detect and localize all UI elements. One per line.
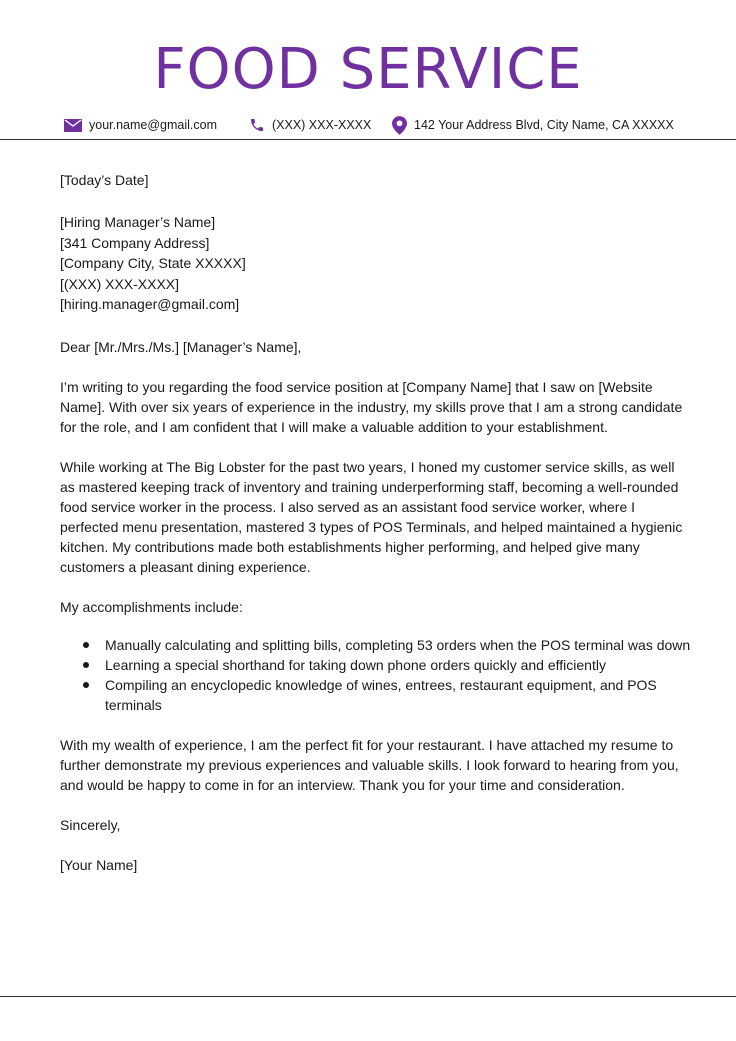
list-item-text: Learning a special shorthand for taking down phone orders quickly and efficiently (105, 656, 606, 673)
contact-address (392, 114, 674, 136)
contact-info-row (0, 114, 736, 136)
paragraph-experience: While working at The Big Lobster for the past two years, I honed my customer service skills, as well as mastered keeping track of inventory and training underperforming staff, becoming a well-rounded food service worker in the process. I also served as an assistant food service worker, where I perfected menu presentation, mastered 3 types of POS Terminals, and helped maintained a hygienic kitchen. My contributions made both establishments higher performing, and helped give many customers a pleasant dining experience. (60, 458, 683, 575)
list-item (105, 655, 692, 675)
page-title: FOOD SERVICE (153, 37, 583, 102)
envelope-icon (64, 119, 82, 132)
accomplishments-list (60, 635, 692, 715)
contact-phone (249, 114, 371, 136)
letter-body (60, 170, 692, 875)
bullet-icon (83, 662, 89, 668)
recipient-address (60, 212, 692, 315)
header-divider (0, 139, 736, 140)
contact-phone-text: (XXX) XXX-XXXX (272, 118, 372, 132)
paragraph-intro: I’m writing to you regarding the food service position at [Company Name] that I saw on [Website Name]. With over six years of experience in the industry, my skills prove that I am a strong candidate for the role, and I am confident that I will make a valuable addition to your establishment. (60, 378, 683, 435)
list-item (105, 675, 692, 715)
recipient-phone: [(XXX) XXX-XXXX] (60, 275, 180, 292)
signature: [Your Name] (60, 856, 138, 873)
letter-date: [Today’s Date] (60, 172, 149, 188)
footer-divider (0, 996, 736, 997)
recipient-street: [341 Company Address] (60, 234, 210, 251)
location-pin-icon (392, 116, 407, 135)
recipient-name: [Hiring Manager’s Name] (60, 214, 216, 230)
contact-email (64, 114, 217, 136)
recipient-email: [hiring.manager@gmail.com] (60, 296, 240, 312)
salutation: Dear [Mr./Mrs./Ms.] [Manager’s Name], (60, 338, 302, 355)
paragraph-closing: With my wealth of experience, I am the perfect fit for your restaurant. I have attached my resume to further demonstrate my previous experiences and valuable skills. I look forward to hearing from you, and would be happy to come in for an interview. Thank you for your time and consideration. (60, 736, 679, 793)
list-item-text: Compiling an encyclopedic knowledge of wines, entrees, restaurant equipment, and POS terminals (105, 676, 657, 713)
list-item-text: Manually calculating and splitting bills, completing 53 orders when the POS terminal was down (105, 636, 691, 653)
phone-icon (249, 117, 265, 133)
contact-email-text: your.name@gmail.com (89, 118, 218, 132)
bullet-icon (83, 642, 89, 648)
recipient-city: [Company City, State XXXXX] (60, 255, 246, 271)
contact-address-text: 142 Your Address Blvd, City Name, CA XXXXX (414, 118, 674, 132)
closing: Sincerely, (60, 816, 121, 833)
bullet-icon (83, 682, 89, 688)
list-item (105, 635, 692, 655)
accomplishments-intro: My accomplishments include: (60, 598, 243, 615)
